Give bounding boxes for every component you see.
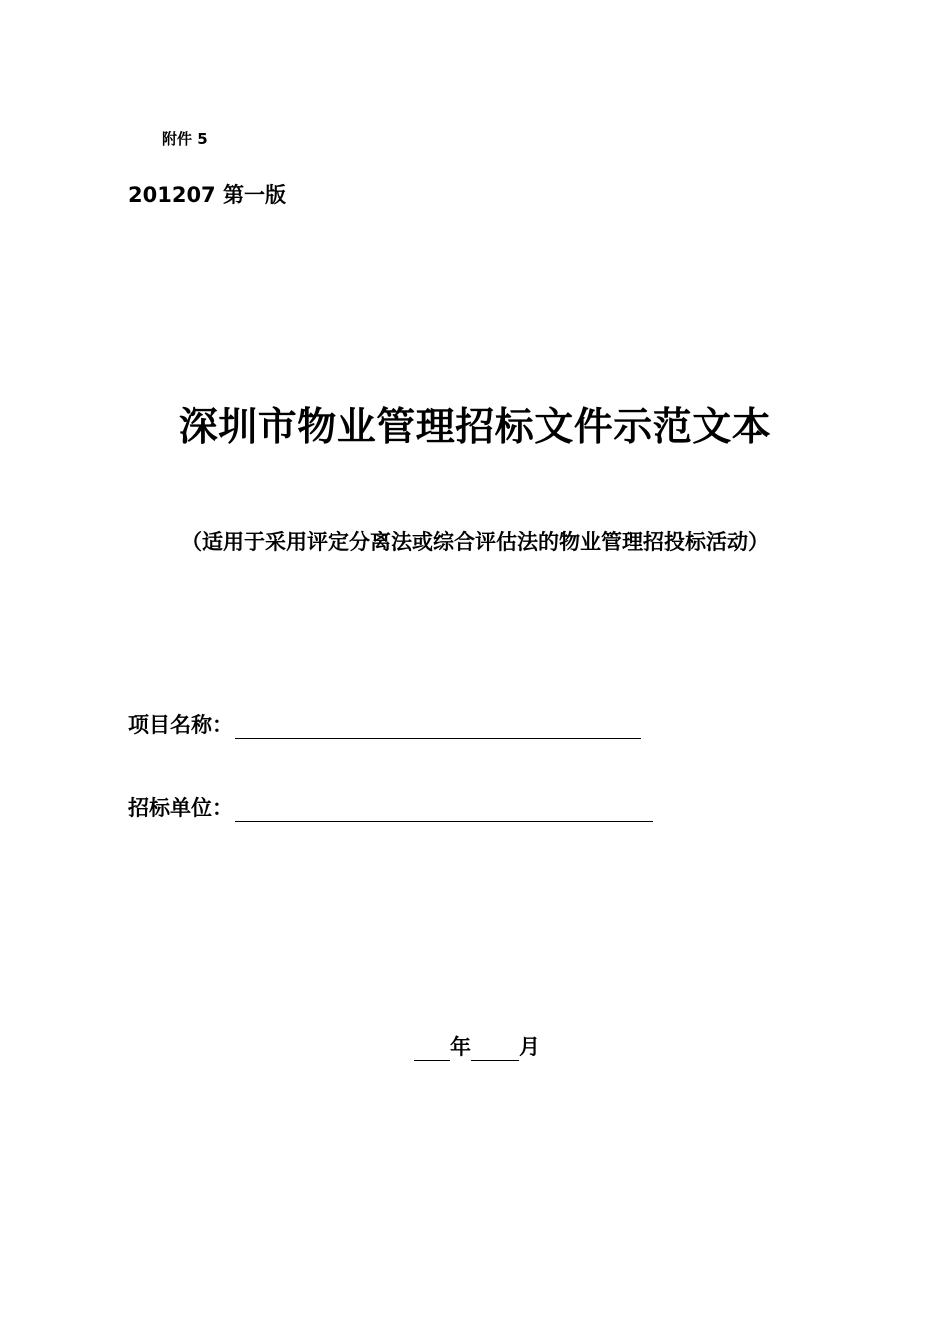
- year-label: 年: [450, 1035, 471, 1059]
- project-name-label: 项目名称：: [128, 713, 233, 737]
- year-blank: [414, 1036, 450, 1061]
- version-label: 201207 第一版: [128, 183, 286, 207]
- document-title: 深圳市物业管理招标文件示范文本: [178, 405, 772, 450]
- date-row: [414, 1031, 540, 1061]
- month-label: 月: [519, 1035, 540, 1059]
- document-subtitle: （适用于采用评定分离法或综合评估法的物业管理招投标活动）: [181, 530, 769, 554]
- tender-unit-blank: [235, 797, 653, 822]
- project-name-row: [128, 709, 641, 739]
- attachment-label: 附件 5: [162, 130, 208, 148]
- month-blank: [471, 1036, 519, 1061]
- tender-unit-label: 招标单位：: [128, 796, 233, 820]
- tender-unit-row: [128, 792, 653, 822]
- project-name-blank: [235, 714, 641, 739]
